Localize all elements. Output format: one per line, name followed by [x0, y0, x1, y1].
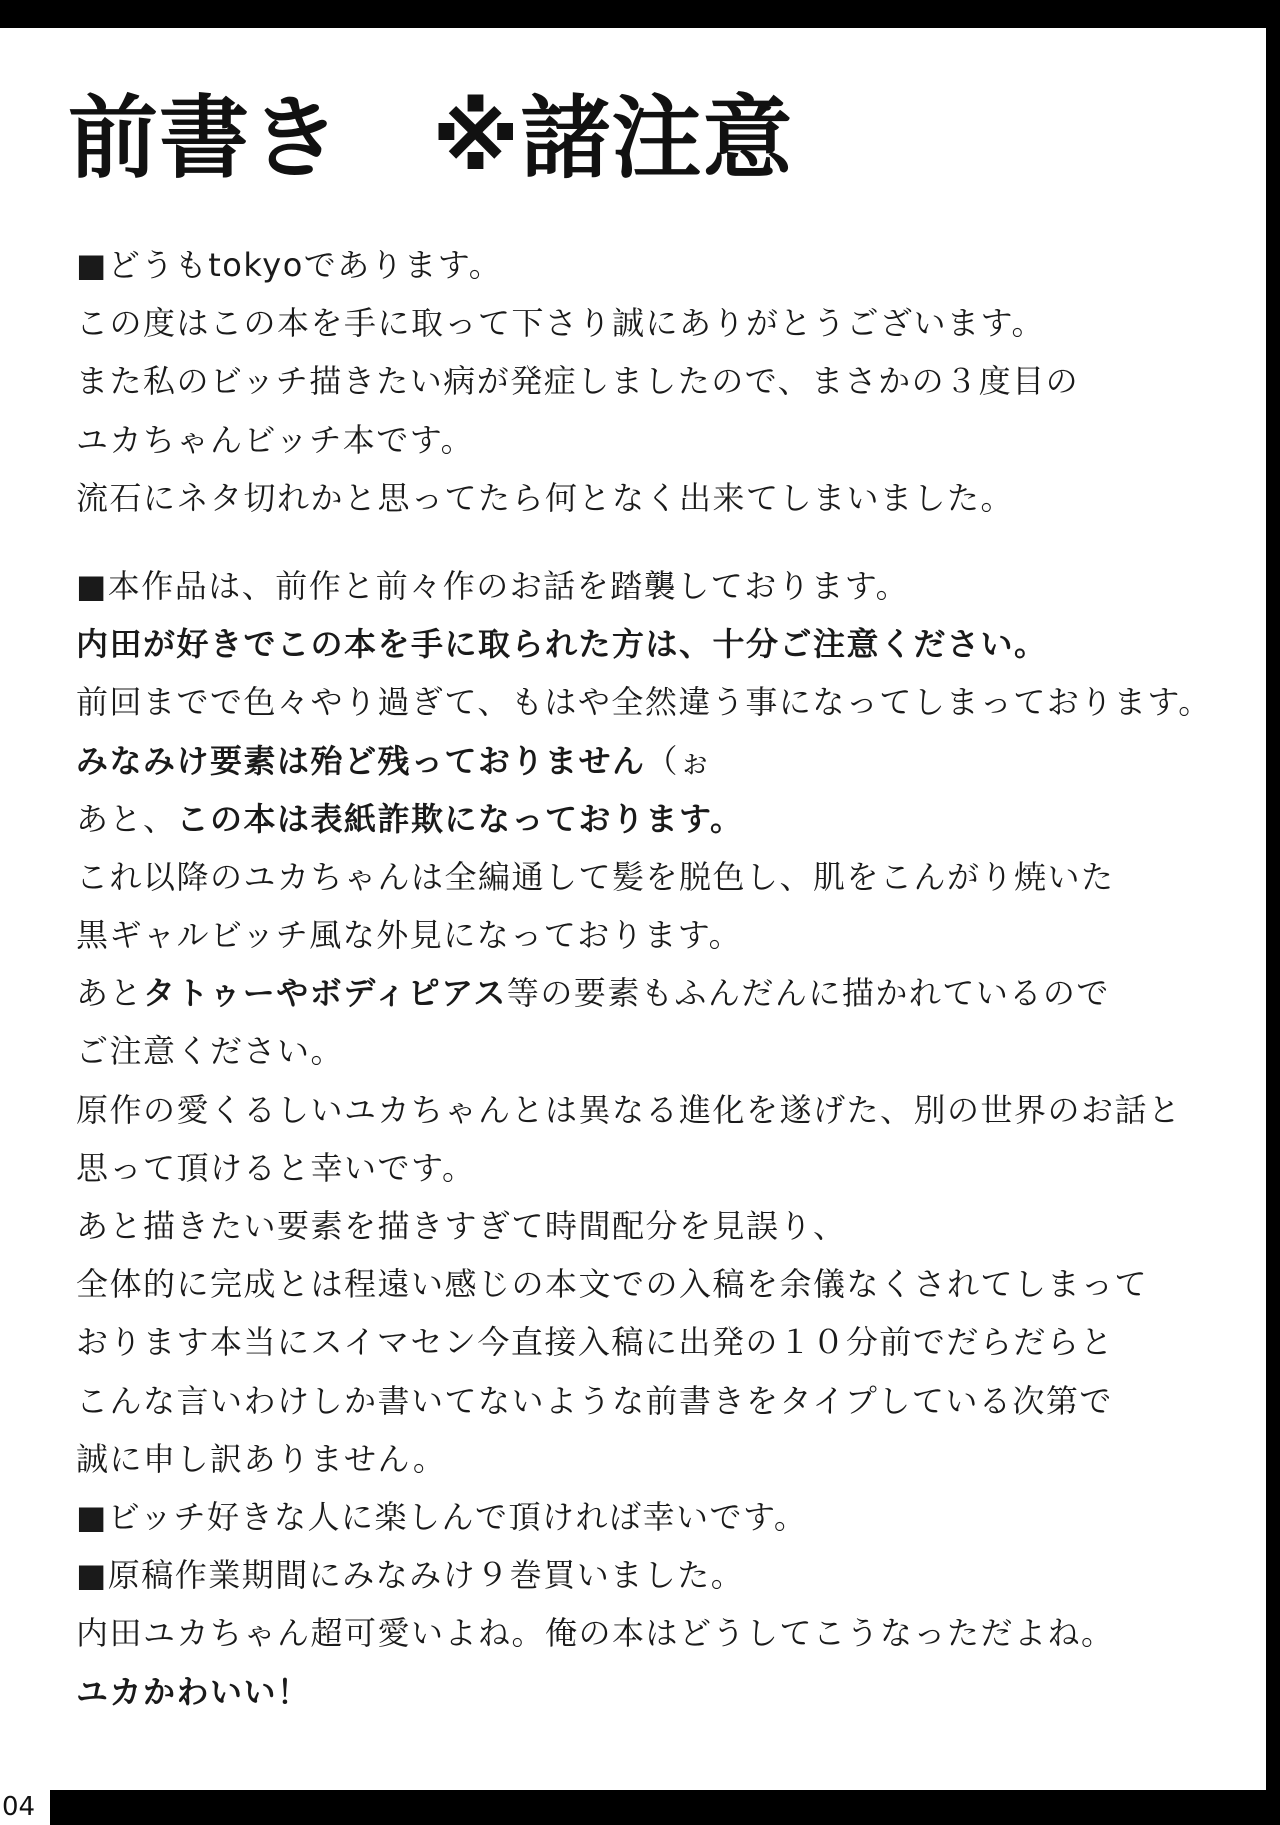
text-line [76, 294, 1246, 352]
text-segment: （ぉ [645, 741, 713, 780]
text-segment: 思って頂けると幸いです。 [76, 1148, 476, 1187]
body-text [76, 236, 1246, 1721]
text-segment: また私のビッチ描きたい病が発症しましたので、まさかの３度目の [76, 362, 1080, 401]
text-line [76, 236, 1246, 294]
text-segment: 前回までで色々やり過ぎて、もはや全然違う事になってしまっております。 [76, 683, 1212, 722]
text-segment: あと [76, 974, 144, 1013]
text-line [76, 1139, 1246, 1197]
emphasis-text: 内田が好きでこの本を手に取られた方は、十分ご注意ください。 [76, 625, 1048, 664]
text-segment: この度はこの本を手に取って下さり誠にありがとうございます。 [76, 304, 1045, 343]
text-segment: これ以降のユカちゃんは全編通して髪を脱色し、肌をこんがり焼いた [76, 857, 1115, 896]
emphasis-text: この本は表紙詐欺になっております。 [176, 799, 744, 838]
text-segment: ご注意ください。 [76, 1032, 345, 1071]
text-line [76, 1604, 1246, 1662]
page-title: 前書き ※諸注意 [68, 86, 794, 191]
text-line [76, 732, 1246, 790]
text-line [76, 615, 1246, 673]
text-line [76, 1197, 1246, 1255]
page-sheet [0, 28, 1266, 1790]
text-line [76, 1022, 1246, 1080]
text-line [76, 906, 1246, 964]
text-segment: ユカちゃんビッチ本です。 [76, 420, 475, 459]
text-line [76, 1488, 1246, 1546]
text-line [76, 1081, 1246, 1139]
text-segment: 流石にネタ切れかと思ってたら何となく出来てしまいました。 [76, 478, 1015, 517]
text-segment: 黒ギャルビッチ風な外見になっております。 [76, 916, 743, 955]
text-segment: おります本当にスイマセン今直接入稿に出発の１０分前でだらだらと [76, 1323, 1114, 1362]
text-segment: 全体的に完成とは程遠い感じの本文での入稿を余儀なくされてしまって [76, 1265, 1149, 1304]
text-line [76, 1546, 1246, 1604]
text-line [76, 557, 1246, 615]
text-line [76, 848, 1246, 906]
text-segment: ■本作品は、前作と前々作のお話を踏襲しております。 [76, 566, 910, 605]
text-segment: ■原稿作業期間にみなみけ９巻買いました。 [76, 1556, 745, 1595]
text-line [76, 1430, 1246, 1488]
text-line [76, 1663, 1246, 1721]
text-segment: 誠に申し訳ありません。 [76, 1439, 447, 1478]
emphasis-text: みなみけ要素は殆ど残っておりません [76, 741, 646, 780]
text-segment: 原作の愛くるしいユカちゃんとは異なる進化を遂げた、別の世界のお話と [76, 1090, 1182, 1129]
text-line [76, 469, 1246, 527]
text-segment: ■どうもtokyoであります。 [76, 246, 503, 284]
text-line [76, 673, 1246, 731]
text-segment: あと描きたい要素を描きすぎて時間配分を見誤り、 [76, 1207, 847, 1245]
text-segment: 等の要素もふんだんに描かれているので [506, 974, 1110, 1013]
text-segment: あと、 [76, 799, 177, 838]
text-segment: こんな言いわけしか書いてないような前書きをタイプしている次第で [76, 1381, 1113, 1420]
text-line [76, 790, 1246, 848]
emphasis-text: ユカかわいい！ [76, 1672, 311, 1711]
text-line [76, 1372, 1246, 1430]
text-line [76, 352, 1246, 410]
text-segment: 内田ユカちゃん超可愛いよね。俺の本はどうしてこうなっただよね。 [76, 1614, 1115, 1653]
text-segment: ■ビッチ好きな人に楽しんで頂ければ幸いです。 [76, 1497, 808, 1536]
text-line [76, 411, 1246, 469]
text-line [76, 1255, 1246, 1313]
emphasis-text: タトゥーやボディピアス [143, 974, 507, 1013]
page-number: 04 [0, 1790, 50, 1825]
text-line [76, 1313, 1246, 1371]
text-line [76, 964, 1246, 1022]
